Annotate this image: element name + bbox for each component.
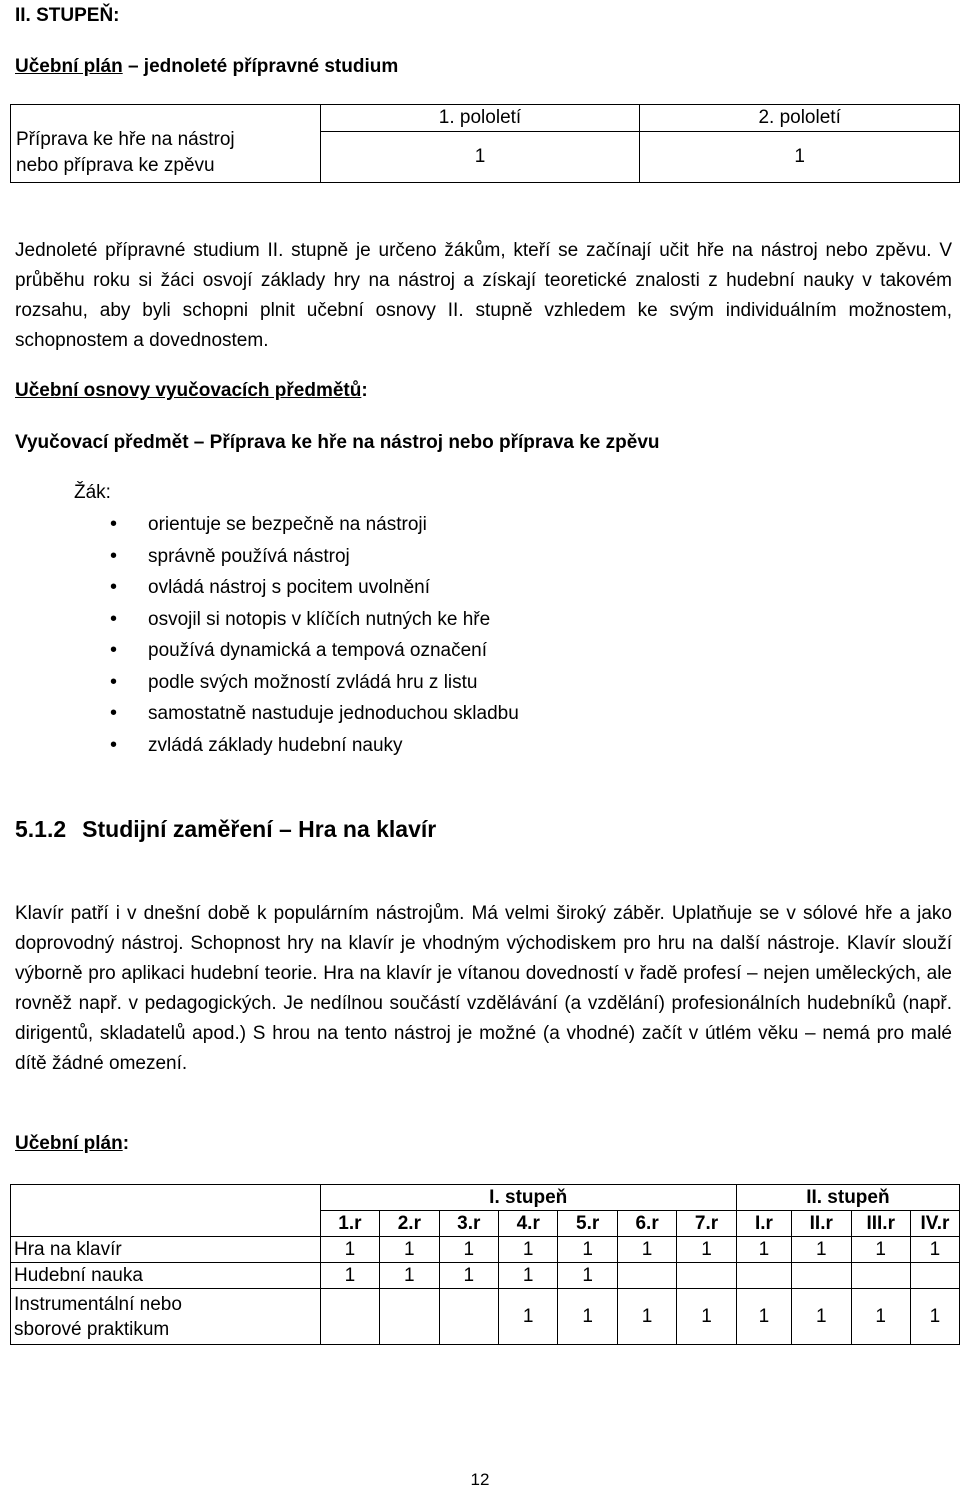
stage2-header: II. stupeň: [736, 1185, 959, 1211]
value-cell: 1: [320, 1263, 379, 1289]
table-row: [11, 1263, 960, 1289]
value-cell: 1: [558, 1263, 617, 1289]
section-number: 5.1.2: [15, 816, 67, 842]
stage-heading: II. STUPEŇ:: [15, 5, 120, 26]
subject-cell: Hudební nauka: [11, 1263, 321, 1289]
corner-cell: [11, 1185, 321, 1237]
value-cell: [439, 1289, 498, 1345]
value-cell: 1: [910, 1237, 959, 1263]
value-cell: 1: [677, 1289, 736, 1345]
list-item: • osvojil si notopis v klíčích nutných ke hře: [110, 604, 519, 636]
table-row: [11, 105, 960, 132]
value-cell: 1: [617, 1237, 676, 1263]
subject-heading: Vyučovací předmět – Příprava ke hře na nástroj nebo příprava ke zpěvu: [15, 432, 660, 453]
subject-cell: Hra na klavír: [11, 1237, 321, 1263]
value-cell: [851, 1263, 910, 1289]
year-header: 7.r: [677, 1211, 736, 1237]
list-item: • samostatně nastuduje jednoduchou skladbu: [110, 698, 519, 730]
year-header: 2.r: [380, 1211, 439, 1237]
klavir-paragraph: Klavír patří i v dnešní době k populárním nástrojům. Má velmi široký záběr. Uplatňuje se v sólové hře a jako doprovodný nástroj. Schopnost hry na klavír je vhodným východiskem pro hru na další nástroje. Klavír slouží výborně pro aplikaci hudební teorie. Hra na klavír je vítanou dovedností v řadě profesí – nejen uměleckých, ale rovněž např. v pedagogických. Je nedílnou součástí vzdělávání (a vzdělání) profesionálních hudebníků (např. dirigentů, skladatelů apod.) S hrou na tento nástroj je možné (a vhodné) začít v útlém věku – nemá pro malé dítě žádné omezení.: [15, 903, 952, 1074]
value-cell: 1: [499, 1289, 558, 1345]
value-cell: 1: [851, 1237, 910, 1263]
value-cell: 1: [851, 1289, 910, 1345]
table-row: [11, 1185, 960, 1211]
value-cell: 1: [792, 1289, 851, 1345]
year-header: 5.r: [558, 1211, 617, 1237]
value-cell: 1: [792, 1237, 851, 1263]
header-cell: 2. pololetí: [640, 105, 960, 132]
year-header: I.r: [736, 1211, 791, 1237]
value-cell: 1: [617, 1289, 676, 1345]
list-item: • ovládá nástroj s pocitem uvolnění: [110, 572, 519, 604]
year-header: 4.r: [499, 1211, 558, 1237]
osnovy-heading-colon: :: [361, 380, 368, 401]
subject-line: Instrumentální nebo: [14, 1293, 182, 1315]
value-cell: 1: [558, 1289, 617, 1345]
value-cell: 1: [736, 1237, 791, 1263]
year-header: IV.r: [910, 1211, 959, 1237]
value-cell: 1: [499, 1237, 558, 1263]
stage1-header: I. stupeň: [320, 1185, 736, 1211]
value-cell: 1: [499, 1263, 558, 1289]
prep-plan-table: [10, 104, 960, 183]
osnovy-heading: [15, 380, 368, 402]
year-header: 3.r: [439, 1211, 498, 1237]
value-cell: 1: [677, 1237, 736, 1263]
value-cell: [792, 1263, 851, 1289]
plan2-heading: [15, 1133, 129, 1155]
year-header: III.r: [851, 1211, 910, 1237]
year-header: 6.r: [617, 1211, 676, 1237]
subject-cell: [11, 105, 321, 183]
value-cell: 1: [320, 132, 640, 183]
table-row: [11, 1237, 960, 1263]
list-item: • podle svých možností zvládá hru z listu: [110, 667, 519, 699]
value-cell: [380, 1289, 439, 1345]
value-cell: 1: [736, 1289, 791, 1345]
year-header: 1.r: [320, 1211, 379, 1237]
plan-heading: [15, 56, 398, 78]
list-item: • orientuje se bezpečně na nástroji: [110, 509, 519, 541]
value-cell: 1: [380, 1263, 439, 1289]
list-item: • používá dynamická a tempová označení: [110, 635, 519, 667]
plan2-heading-colon: :: [122, 1133, 130, 1154]
value-cell: [910, 1263, 959, 1289]
intro-paragraph: Jednoleté přípravné studium II. stupně je určeno žákům, kteří se začínají učit hře na nástroj nebo zpěvu. V průběhu roku si žáci osvojí základy hry na nástroj a získají teoretické znalosti z hudební nauky v takovém rozsahu, aby byli schopni plnit učební osnovy II. stupně vzhledem ke svým individuálním možnostem, schopnostem a dovednostem.: [15, 240, 952, 351]
plan2-heading-text: Učební plán: [15, 1133, 123, 1154]
plan-heading-underlined: Učební plán: [15, 56, 123, 77]
value-cell: 1: [380, 1237, 439, 1263]
list-item: • správně používá nástroj: [110, 541, 519, 573]
year-header: II.r: [792, 1211, 851, 1237]
subject-cell: [11, 1289, 321, 1345]
list-item: • zvládá základy hudební nauky: [110, 730, 519, 762]
subject-line: sborové praktikum: [14, 1318, 170, 1340]
page-number: 12: [470, 1470, 490, 1489]
value-cell: 1: [439, 1237, 498, 1263]
outcomes-list: [110, 509, 519, 761]
subject-line: Příprava ke hře na nástroj: [16, 129, 235, 150]
section-title: Studijní zaměření – Hra na klavír: [82, 816, 437, 842]
piano-plan-table: [10, 1184, 960, 1345]
value-cell: [736, 1263, 791, 1289]
value-cell: [617, 1263, 676, 1289]
value-cell: 1: [910, 1289, 959, 1345]
section-heading: [15, 816, 436, 843]
value-cell: 1: [439, 1263, 498, 1289]
osnovy-heading-text: Učební osnovy vyučovacích předmětů: [15, 380, 362, 401]
value-cell: 1: [640, 132, 960, 183]
table-row: [11, 1289, 960, 1345]
plan-heading-rest: – jednoleté přípravné studium: [122, 56, 399, 77]
value-cell: 1: [320, 1237, 379, 1263]
student-label: Žák:: [74, 482, 111, 503]
value-cell: [677, 1263, 736, 1289]
subject-line: nebo příprava ke zpěvu: [16, 155, 215, 176]
value-cell: 1: [558, 1237, 617, 1263]
header-cell: 1. pololetí: [320, 105, 640, 132]
value-cell: [320, 1289, 379, 1345]
